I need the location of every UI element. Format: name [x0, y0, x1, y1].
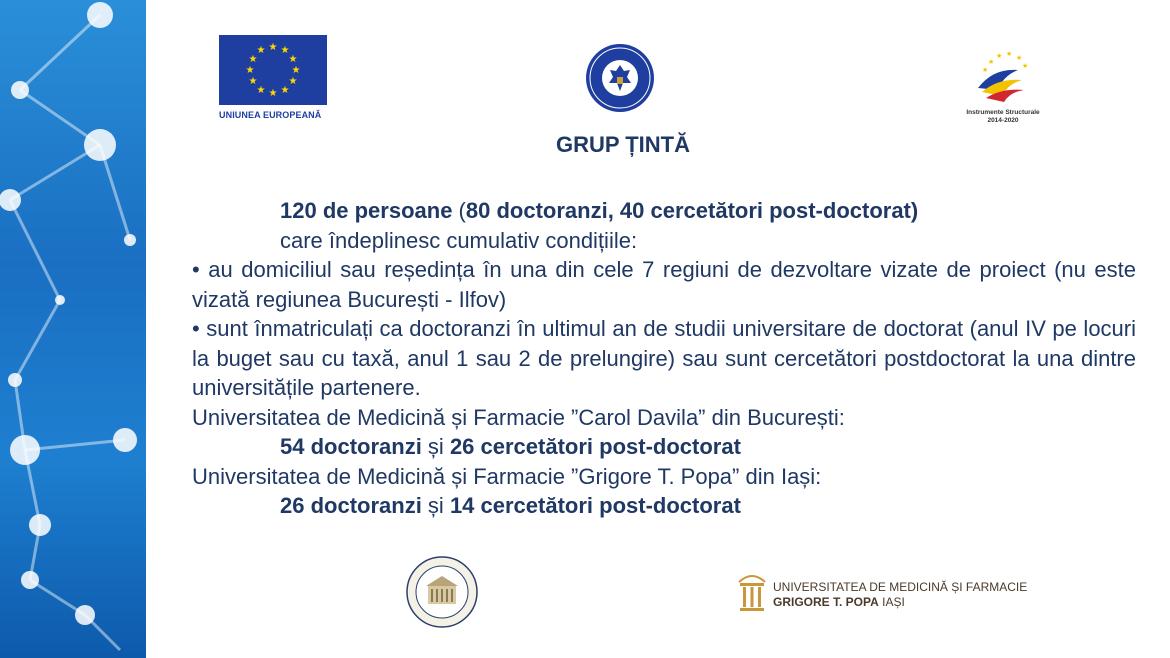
svg-text:★: ★ [982, 66, 989, 74]
carol-davila-counts: 54 doctoranzi și 26 cercetători post-doctorat [280, 434, 741, 459]
svg-text:★: ★ [268, 42, 278, 53]
svg-text:★: ★ [280, 85, 290, 96]
eu-label: UNIUNEA EUROPEANĂ [219, 110, 322, 120]
grigore-popa-counts: 26 doctoranzi și 14 cercetători post-doctorat [280, 493, 741, 518]
svg-text:★: ★ [256, 45, 266, 56]
condition-bullet-residence: • au domiciliul sau reședința în una din cele 7 regiuni de dezvoltare vizate de proiect (nu este vizată regiunea București - Ilfov) [192, 257, 1136, 312]
condition-bullet-enrollment: • sunt înmatriculați ca doctoranzi în ultimul an de studii universitare de doctorat (anul IV pe locuri la buget sau cu taxă, anul 1 sau 2 de prelungire) sau sunt cercetători postdoctorat la una dintre universitățile partenere. [192, 316, 1136, 400]
conditions-intro: care îndeplinesc cumulativ condițiile: [280, 227, 638, 253]
umf-iasi-wordmark: UNIVERSITATEA DE MEDICINĂ ȘI FARMACIE GRIGORE T. POPA IAȘI [773, 580, 1028, 609]
university-seal-icon [406, 556, 478, 628]
government-seal-icon [585, 43, 655, 113]
umf-iasi-emblem-icon [735, 568, 769, 616]
target-group-content [192, 196, 1136, 521]
svg-text:★: ★ [988, 58, 995, 66]
eu-flag-icon [219, 35, 327, 105]
umf-iasi-logo [735, 568, 1028, 618]
svg-text:★: ★ [248, 54, 258, 65]
umf-carol-davila-seal [406, 556, 478, 628]
svg-text:★: ★ [280, 45, 290, 56]
romanian-government-logo [585, 43, 655, 113]
structural-instruments-label: Instrumente Structurale 2014-2020 [966, 109, 1040, 124]
decorative-side-panel [0, 0, 146, 658]
svg-text:★: ★ [288, 54, 298, 65]
university-grigore-popa: Universitatea de Medicină și Farmacie ”Grigore T. Popa” din Iași: [192, 463, 822, 489]
svg-text:★: ★ [1006, 50, 1013, 58]
svg-text:★: ★ [1022, 62, 1029, 70]
molecule-network-graphic [0, 0, 146, 658]
svg-text:★: ★ [245, 65, 255, 76]
svg-text:★: ★ [256, 85, 266, 96]
university-carol-davila: Universitatea de Medicină și Farmacie ”Carol Davila” din București: [192, 404, 845, 430]
svg-text:★: ★ [268, 88, 278, 99]
eu-logo [219, 35, 329, 120]
svg-text:★: ★ [248, 76, 258, 87]
structural-instruments-icon [958, 48, 1048, 108]
svg-text:★: ★ [996, 52, 1003, 60]
page-title: GRUP ȚINTĂ [555, 132, 691, 157]
svg-text:★: ★ [1016, 54, 1023, 62]
summary-line: 120 de persoane (80 doctoranzi, 40 cercetători post-doctorat) [280, 198, 919, 223]
svg-text:★: ★ [288, 76, 298, 87]
structural-instruments-logo [958, 48, 1048, 128]
svg-text:★: ★ [291, 65, 301, 76]
